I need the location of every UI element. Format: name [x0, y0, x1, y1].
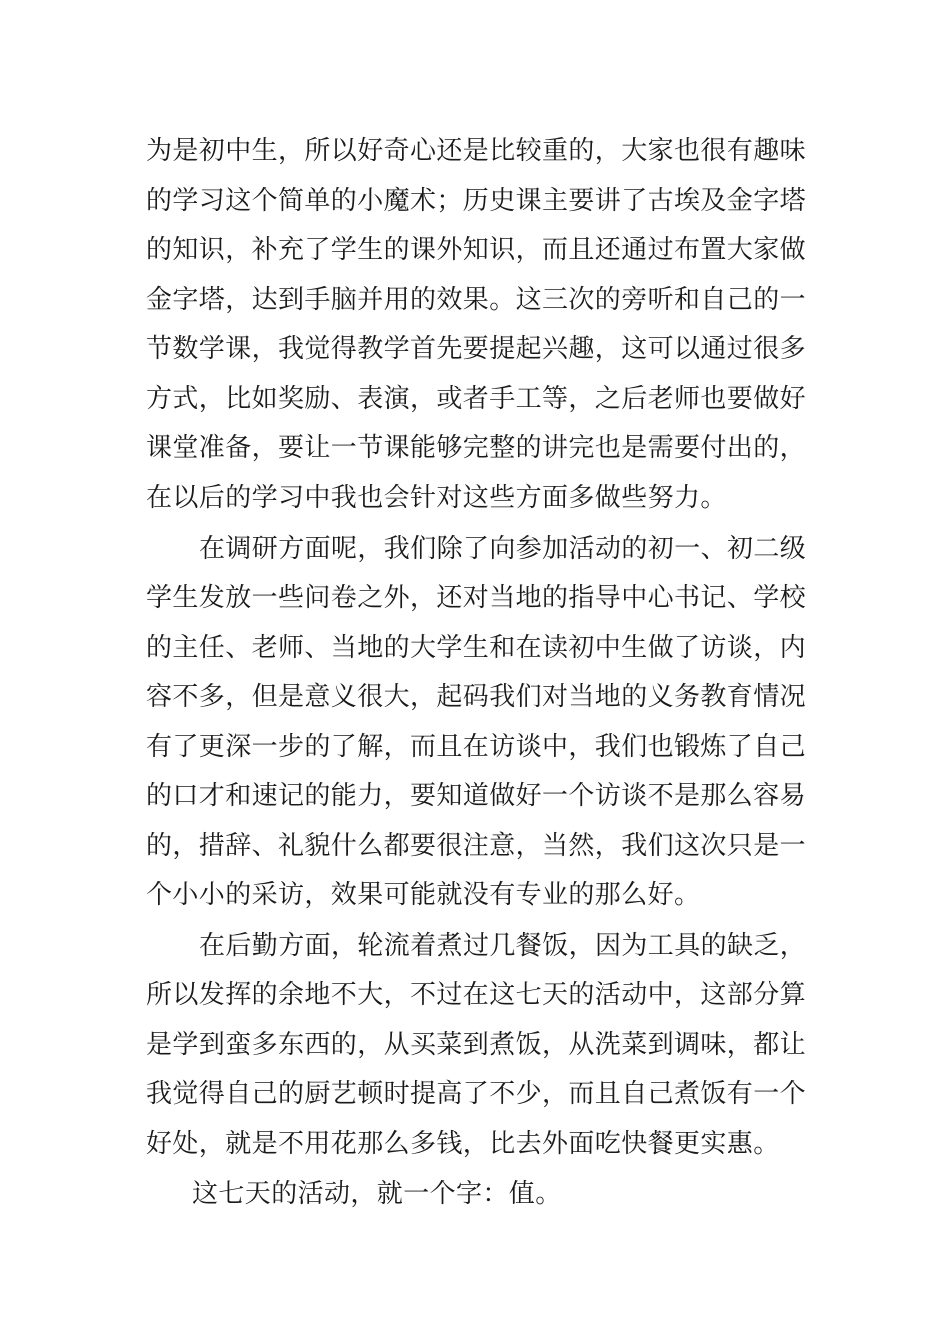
text-line: 方式，比如奖励、表演，或者手工等，之后老师也要做好 — [146, 384, 807, 414]
text-line: 课堂准备，要让一节课能够完整的讲完也是需要付出的， — [146, 433, 807, 463]
text-line: 好处，就是不用花那么多钱，比去外面吃快餐更实惠。 — [146, 1129, 780, 1159]
text-line: 我觉得自己的厨艺顿时提高了不少，而且自己煮饭有一个 — [146, 1079, 807, 1109]
text-line: 有了更深一步的了解，而且在访谈中，我们也锻炼了自己 — [146, 732, 807, 762]
text-line: 金字塔，达到手脑并用的效果。这三次的旁听和自己的一 — [146, 285, 807, 315]
text-line: 个小小的采访，效果可能就没有专业的那么好。 — [146, 880, 701, 910]
text-line: 为是初中生，所以好奇心还是比较重的，大家也很有趣味 — [146, 136, 807, 166]
text-line: 的主任、老师、当地的大学生和在读初中生做了访谈，内 — [146, 633, 807, 663]
paragraph-first-line: 在调研方面呢，我们除了向参加活动的初一、初二级 — [199, 534, 807, 564]
text-line: 节数学课，我觉得教学首先要提起兴趣，这可以通过很多 — [146, 334, 807, 364]
text-line: 在以后的学习中我也会针对这些方面多做些努力。 — [146, 483, 727, 513]
text-line: 的，措辞、礼貌什么都要很注意，当然，我们这次只是一 — [146, 831, 807, 861]
text-line: 的学习这个简单的小魔术；历史课主要讲了古埃及金字塔 — [146, 186, 807, 216]
text-line: 学生发放一些问卷之外，还对当地的指导中心书记、学校 — [146, 583, 807, 613]
paragraph-first-line: 这七天的活动，就一个字：值。 — [192, 1179, 562, 1209]
paragraph-first-line: 在后勤方面，轮流着煮过几餐饭，因为工具的缺乏， — [199, 931, 807, 961]
text-line: 的知识，补充了学生的课外知识，而且还通过布置大家做 — [146, 235, 807, 265]
text-line: 是学到蛮多东西的，从买菜到煮饭，从洗菜到调味，都让 — [146, 1030, 807, 1060]
text-line: 所以发挥的余地不大，不过在这七天的活动中，这部分算 — [146, 980, 807, 1010]
text-line: 容不多，但是意义很大，起码我们对当地的义务教育情况 — [146, 682, 807, 712]
text-line: 的口才和速记的能力，要知道做好一个访谈不是那么容易 — [146, 781, 807, 811]
